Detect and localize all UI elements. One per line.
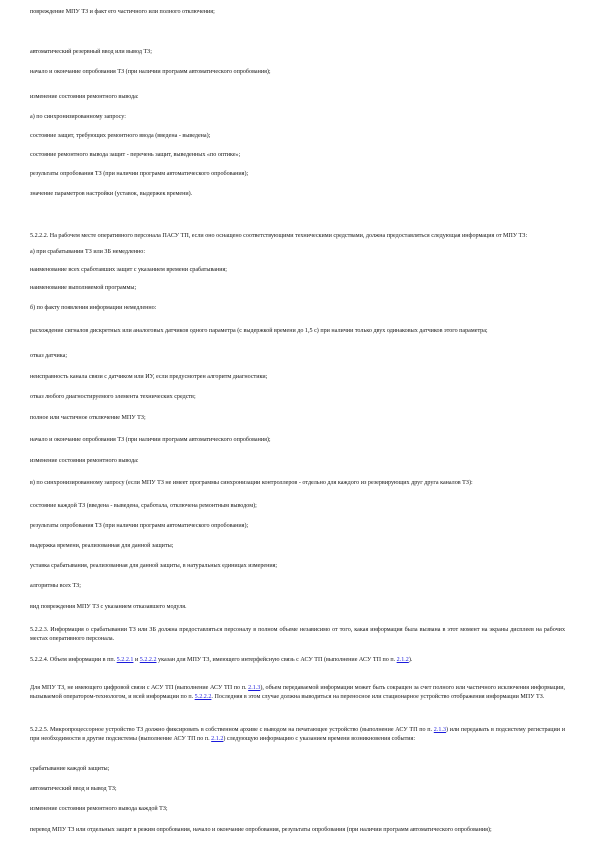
section-link[interactable]: 2.1.3 bbox=[248, 685, 261, 691]
section-link[interactable]: 5.2.2.2 bbox=[139, 657, 157, 663]
paragraph: начало и окончание опробования ТЗ (при наличии программ автоматического опробования); bbox=[30, 69, 271, 75]
paragraph: а) при срабатывании ТЗ или ЗБ немедленно: bbox=[30, 249, 146, 255]
paragraph: изменение состояния ремонтного вывода: bbox=[30, 458, 139, 464]
paragraph-text: указан для МПУ ТЗ, имеющего интерфейсную связь с АСУ ТП (выполнение АСУ ТП по п. bbox=[156, 657, 397, 663]
paragraph: автоматический резервный ввод или вывод ТЗ; bbox=[30, 49, 152, 55]
paragraph-text: 5.2.2.5. Микропроцессорное устройство ТЗ должно фиксировать в собственном архиве с выводом на печатающее устройство (выполнение АСУ ТП по п. bbox=[30, 727, 434, 733]
paragraph bbox=[30, 684, 565, 702]
paragraph: начало и окончание опробования ТЗ (при наличии программ автоматического опробования); bbox=[30, 437, 271, 443]
paragraph: в) по синхронизированному запросу (если МПУ ТЗ не имеет программы синхронизации контроллеров - отдельно для каждого из резервирующих друг друга каналов ТЗ): bbox=[30, 480, 473, 486]
paragraph: а) по синхронизированному запросу: bbox=[30, 114, 126, 120]
paragraph: отказ любого диагностируемого элемента технических средств; bbox=[30, 394, 196, 400]
paragraph-text: ) или передавать в подсистему регистрации и при необходимости в другие подсистемы (выполнение АСУ ТП по п. bbox=[30, 727, 565, 742]
paragraph: отказ датчика; bbox=[30, 353, 68, 359]
paragraph-text: и bbox=[133, 657, 140, 663]
paragraph: состояние ремонтного вывода защит - перечень защит, выведенных «по оптике»; bbox=[30, 152, 241, 158]
paragraph: 5.2.2.3. Информация о срабатывании ТЗ или ЗБ должна предоставляться персоналу в полном объеме независимо от того, какая информация была вызвана в этот момент на экраны дисплеев на рабочих местах оперативного персонала. bbox=[30, 627, 565, 642]
paragraph: неисправность канала связи с датчиком или ИУ, если предусмотрен алгоритм диагностики; bbox=[30, 374, 268, 380]
paragraph-text: ) следующую информацию с указанием времени возникновения события: bbox=[223, 736, 416, 742]
paragraph: наименование всех сработавших защит с указанием времени срабатывания; bbox=[30, 267, 227, 273]
paragraph: перевод МПУ ТЗ или отдельных защит в режим опробования, начало и окончание опробования, результаты опробования (при наличии программ автоматического опробования); bbox=[30, 827, 492, 833]
paragraph: б) по факту появления информации немедленно: bbox=[30, 305, 157, 311]
section-link[interactable]: 2.1.3 bbox=[433, 727, 446, 733]
paragraph: повреждение МПУ ТЗ и факт его частичного или полного отключения; bbox=[30, 9, 215, 15]
paragraph-text: . Последняя в этом случае должна выводиться на переносное или стационарное устройство отображения информации МПУ ТЗ. bbox=[211, 694, 545, 700]
paragraph: выдержка времени, реализованная для данной защиты; bbox=[30, 543, 174, 549]
section-link[interactable]: 2.1.2 bbox=[396, 657, 409, 663]
section-link[interactable]: 5.2.2.2 bbox=[194, 694, 212, 700]
paragraph bbox=[30, 726, 565, 744]
paragraph-text: ), объем передаваемой информации может быть сокращен за счет полного или частичного исключения информации, вызываемой оператором-технологом, и всей информации по п. bbox=[30, 685, 565, 700]
paragraph: изменение состояния ремонтного вывода: bbox=[30, 94, 139, 100]
paragraph-text: Для МПУ ТЗ, не имеющего цифровой связи с АСУ ТП (выполнение АСУ ТП по п. bbox=[30, 685, 249, 691]
paragraph: состояние каждой ТЗ (введена - выведена, сработала, отключена ремонтным выводом); bbox=[30, 503, 257, 509]
paragraph: результаты опробования ТЗ (при наличии программ автоматического опробования); bbox=[30, 171, 249, 177]
paragraph: автоматический ввод и вывод ТЗ; bbox=[30, 786, 117, 792]
paragraph-text: 5.2.2.4. Объем информации в пп. bbox=[30, 657, 117, 663]
paragraph: расхождение сигналов дискретных или аналоговых датчиков одного параметра (с выдержкой времени до 1,5 с) при наличии только двух одинаковых датчиков этого параметра; bbox=[30, 328, 488, 334]
paragraph: вид повреждения МПУ ТЗ с указанием отказавшего модуля. bbox=[30, 604, 187, 610]
paragraph: изменение состояния ремонтного вывода каждой ТЗ; bbox=[30, 806, 168, 812]
section-link[interactable]: 5.2.2.1 bbox=[116, 657, 134, 663]
paragraph-text: ). bbox=[408, 657, 413, 663]
paragraph: состояние защит, требующих ремонтного ввода (введена - выведена); bbox=[30, 133, 211, 139]
paragraph: уставка срабатывания, реализованная для данной защиты, в натуральных единицах измерения; bbox=[30, 563, 278, 569]
section-link[interactable]: 2.1.2 bbox=[211, 736, 224, 742]
paragraph: полное или частичное отключение МПУ ТЗ; bbox=[30, 415, 146, 421]
paragraph: срабатывание каждой защиты; bbox=[30, 766, 110, 772]
paragraph: 5.2.2.2. На рабочем месте оперативного персонала ПАСУ ТП, если оно оснащено соответствующими техническими средствами, должна предоставляться следующая информация от МПУ ТЗ: bbox=[30, 233, 528, 239]
paragraph: результаты опробования ТЗ (при наличии программ автоматического опробования); bbox=[30, 523, 249, 529]
paragraph: алгоритмы всех ТЗ; bbox=[30, 583, 81, 589]
paragraph: значение параметров настройки (уставок, выдержек времени). bbox=[30, 191, 193, 197]
paragraph bbox=[30, 656, 565, 665]
paragraph: наименование выполняемой программы; bbox=[30, 285, 137, 291]
